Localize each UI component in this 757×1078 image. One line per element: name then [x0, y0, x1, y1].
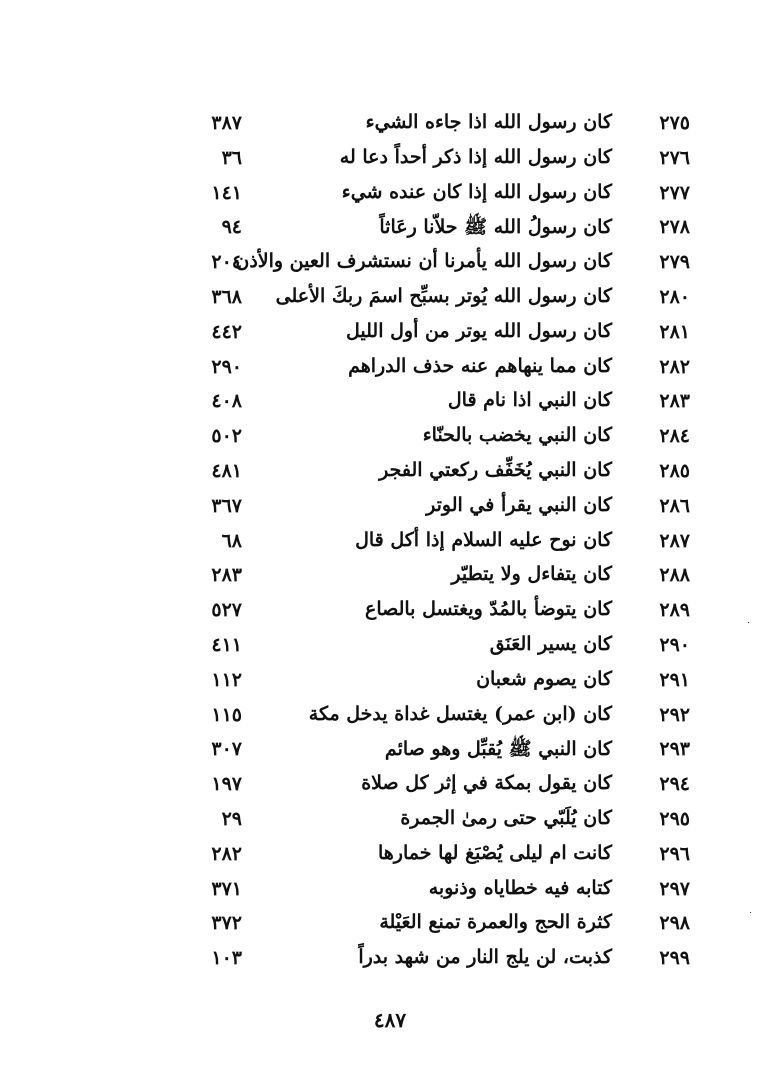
- entry-number: ٢٨٤: [659, 425, 690, 448]
- hadith-index-list: [150, 108, 690, 978]
- index-row: [150, 491, 690, 526]
- entry-number: ٢٨١: [659, 320, 690, 343]
- page-reference: ٣٧٢: [211, 912, 242, 935]
- hadith-opening-text: كان رسول الله اذا جاءه الشيء: [365, 111, 612, 133]
- page-reference: ٤٨١: [211, 459, 242, 482]
- page-reference: ٢٠٤: [211, 251, 242, 274]
- hadith-opening-text: كان يقول بمكة في إثر كل صلاة: [361, 772, 612, 795]
- index-row: [150, 421, 690, 456]
- entry-number: ٢٩٤: [659, 773, 690, 796]
- entry-number: ٢٩٨: [659, 912, 690, 935]
- entry-number: ٢٧٨: [659, 216, 690, 239]
- index-row: [150, 178, 690, 213]
- index-row: [150, 908, 690, 943]
- hadith-opening-text: كان يُلَبّي حتى رمىٰ الجمرة: [400, 806, 612, 829]
- index-row: [150, 700, 690, 735]
- hadith-opening-text: كانت ام ليلى يُصْبَغ لها خمارها: [378, 841, 612, 864]
- index-row: [150, 630, 690, 665]
- page-reference: ١٩٧: [211, 773, 242, 796]
- entry-number: ٢٨٨: [659, 564, 690, 587]
- hadith-opening-text: كان النبي ﷺ يُقبِّل وهو صائم: [384, 738, 612, 761]
- page-reference: ١١٥: [211, 703, 242, 726]
- entry-number: ٢٨٧: [659, 529, 690, 552]
- index-row: [150, 352, 690, 387]
- edge-mark: [748, 622, 749, 623]
- entry-number: ٢٨٢: [659, 355, 690, 378]
- page-reference: ٤٠٨: [211, 390, 242, 413]
- index-row: [150, 665, 690, 700]
- page-reference: ٥٢٧: [211, 599, 242, 622]
- hadith-opening-text: كان النبي اذا نام قال: [447, 389, 612, 412]
- hadith-opening-text: كان يسير العَنَق: [489, 632, 612, 655]
- page-reference: ٦٨: [221, 529, 242, 552]
- page-reference: ٣٨٧: [211, 112, 242, 134]
- hadith-opening-text: كان رسول الله إذا كان عنده شيء: [341, 180, 612, 203]
- entry-number: ٢٩١: [659, 668, 690, 691]
- page-reference: ٢٩٠: [211, 355, 242, 378]
- hadith-opening-text: كان رسول الله يُوتر بسبِّح اسمَ ربكَ الأعلى: [275, 284, 612, 307]
- page-reference: ٢٩: [221, 807, 242, 830]
- entry-number: ٢٩٣: [659, 738, 690, 761]
- entry-number: ٢٩٧: [659, 877, 690, 900]
- index-row: [150, 247, 690, 282]
- hadith-opening-text: كذبت، لن يلج النار من شهد بدراً: [358, 946, 612, 969]
- index-row: [150, 143, 690, 178]
- index-row: [150, 108, 690, 143]
- entry-number: ٢٧٥: [659, 112, 690, 134]
- index-row: [150, 769, 690, 804]
- page-reference: ١٤١: [211, 181, 242, 204]
- index-row: [150, 734, 690, 769]
- hadith-opening-text: كتابه فيه خطاياه وذنوبه: [428, 876, 612, 899]
- hadith-opening-text: كان يتوضأ بالمُدّ ويغتسل بالصاع: [365, 598, 612, 621]
- index-row: [150, 282, 690, 317]
- hadith-opening-text: كان مما ينهاهم عنه حذف الدراهم: [348, 354, 612, 377]
- page-reference: ١١٢: [211, 668, 242, 691]
- entry-number: ٢٨٣: [659, 390, 690, 413]
- page-reference: ٩٤: [221, 216, 242, 239]
- index-row: [150, 839, 690, 874]
- page-reference: ٣٦: [221, 146, 242, 169]
- edge-mark: [750, 912, 751, 913]
- index-row: [150, 317, 690, 352]
- hadith-opening-text: كان نوح عليه السلام إذا أكل قال: [355, 528, 612, 551]
- page-reference: ٣٧١: [211, 877, 242, 900]
- index-row: [150, 943, 690, 978]
- entry-number: ٢٩٦: [659, 842, 690, 865]
- entry-number: ٢٩٥: [659, 807, 690, 830]
- hadith-opening-text: كان النبي يقرأ في الوتر: [426, 493, 612, 516]
- entry-number: ٢٧٩: [659, 251, 690, 274]
- page-reference: ١٠٣: [211, 947, 242, 970]
- index-row: [150, 560, 690, 595]
- entry-number: ٢٨٥: [659, 459, 690, 482]
- index-row: [150, 804, 690, 839]
- page-reference: ٣٦٨: [211, 285, 242, 308]
- hadith-opening-text: كان رسول الله إذا ذكر أحداً دعا له: [339, 145, 612, 168]
- page-number: ٤٨٧: [373, 1008, 407, 1032]
- page-reference: ٢٨٣: [211, 564, 242, 587]
- entry-number: ٢٨٠: [659, 285, 690, 308]
- page-reference: ٣٦٧: [211, 494, 242, 517]
- entry-number: ٢٧٦: [659, 146, 690, 169]
- page-reference: ٥٠٢: [211, 425, 242, 448]
- index-row: [150, 386, 690, 421]
- entry-number: ٢٨٩: [659, 599, 690, 622]
- entry-number: ٢٩٢: [659, 703, 690, 726]
- page-reference: ٤١١: [211, 633, 242, 656]
- page-reference: ٢٨٢: [211, 842, 242, 865]
- hadith-opening-text: كان رسول الله يأمرنا أن نستشرف العين والأذن: [235, 250, 612, 273]
- index-row: [150, 212, 690, 247]
- hadith-opening-text: كان يصوم شعبان: [476, 667, 612, 690]
- page-reference: ٣٠٧: [211, 738, 242, 761]
- hadith-opening-text: كان رسولُ الله ﷺ حلاّنا رعَاثاً: [379, 216, 612, 239]
- index-row: [150, 595, 690, 630]
- hadith-opening-text: كان النبي يُخَفِّف ركعتي الفجر: [379, 458, 612, 481]
- entry-number: ٢٨٦: [659, 494, 690, 517]
- page-reference: ٤٤٢: [211, 320, 242, 343]
- hadith-opening-text: كثرة الحج والعمرة تمنع العَيْلة: [379, 911, 612, 934]
- hadith-opening-text: كان النبي يخضب بالحنّاء: [422, 424, 612, 447]
- hadith-opening-text: كان يتفاءل ولا يتطيّر: [451, 563, 612, 586]
- entry-number: ٢٩٩: [659, 947, 690, 970]
- index-row: [150, 526, 690, 561]
- hadith-opening-text: كان رسول الله يوتر من أول الليل: [346, 319, 612, 342]
- entry-number: ٢٧٧: [659, 181, 690, 204]
- hadith-opening-text: كان (ابن عمر) يغتسل غداة يدخل مكة: [308, 702, 612, 725]
- index-row: [150, 874, 690, 909]
- entry-number: ٢٩٠: [659, 633, 690, 656]
- index-row: [150, 456, 690, 491]
